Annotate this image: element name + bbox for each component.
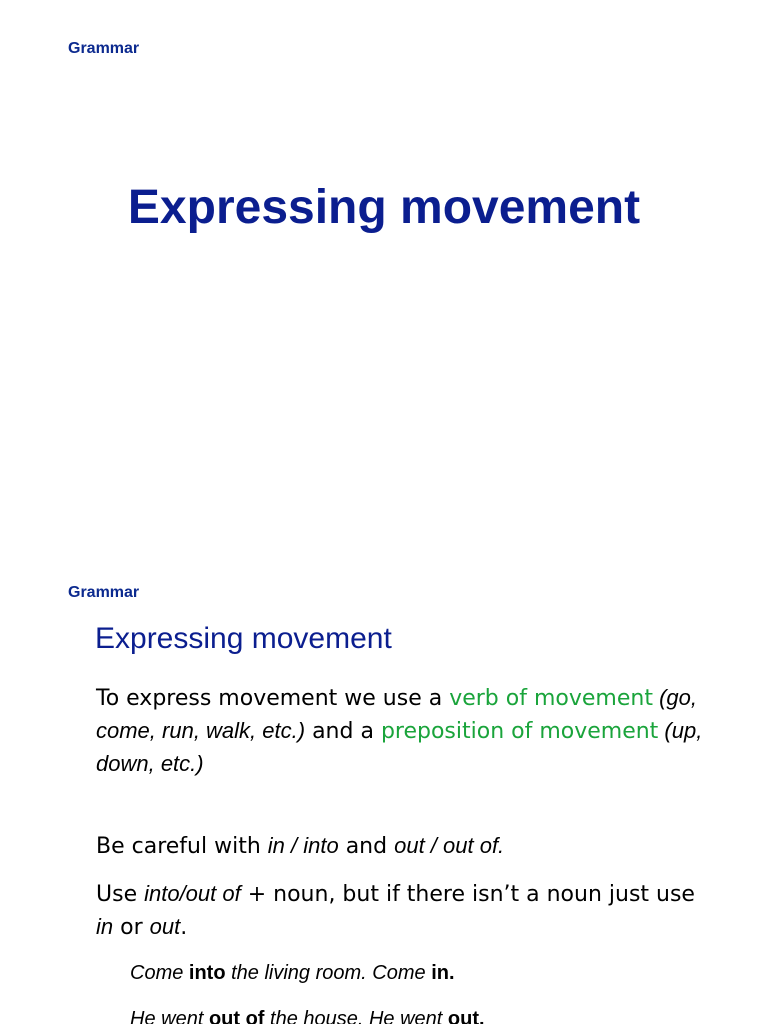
- text: Come: [130, 962, 189, 984]
- keyword: into: [188, 962, 226, 984]
- intro-paragraph: [96, 682, 716, 781]
- text: Be careful with: [96, 834, 268, 859]
- verb-examples: (go, come, run, walk, etc.): [96, 685, 697, 743]
- slide-2: [0, 576, 768, 1024]
- usage-paragraph: [96, 878, 716, 944]
- preposition-examples: (up, down, etc.): [96, 718, 703, 776]
- careful-paragraph: [96, 830, 716, 863]
- highlight-preposition-of-movement: preposition of movement: [380, 719, 659, 744]
- highlight-verb-of-movement: verb of movement: [449, 686, 653, 711]
- slide-title: Expressing movement: [127, 181, 641, 234]
- text: To express movement we use a: [96, 686, 450, 711]
- out-word: out: [149, 914, 181, 939]
- keyword: out of: [208, 1008, 265, 1024]
- keyword: in.: [431, 962, 455, 984]
- text: + noun, but if there isn’t a noun just use: [240, 882, 695, 907]
- text: or: [113, 915, 150, 940]
- text: .: [180, 915, 188, 940]
- in-word: in: [96, 914, 114, 939]
- section-label: Grammar: [68, 584, 140, 601]
- keyword: out.: [447, 1008, 485, 1024]
- into-out-of: into/out of: [144, 881, 241, 906]
- example-sentence: [130, 1008, 485, 1024]
- section-label: Grammar: [68, 40, 140, 57]
- slide-title: Expressing movement: [95, 622, 392, 655]
- text: and a: [305, 719, 381, 744]
- text: the house. He went: [264, 1008, 448, 1024]
- text: Use: [96, 882, 145, 907]
- example-sentence: [130, 962, 455, 985]
- in-into: in / into: [267, 833, 339, 858]
- text: the living room. Come: [225, 962, 432, 984]
- text: He went: [130, 1008, 209, 1024]
- text: and: [338, 834, 395, 859]
- out-out-of: out / out of.: [394, 833, 505, 858]
